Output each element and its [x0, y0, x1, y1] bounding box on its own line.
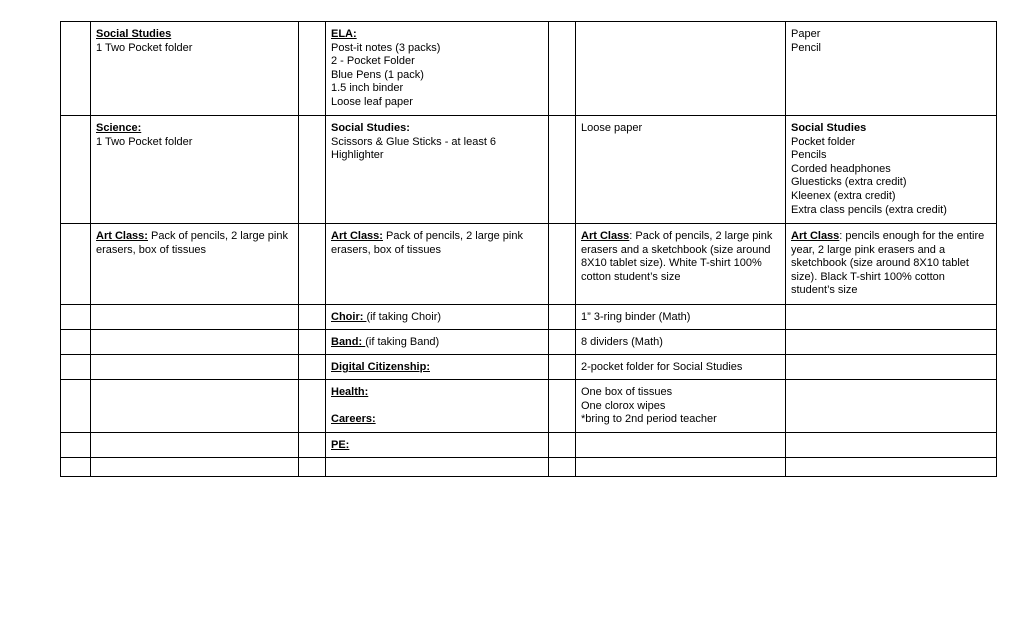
- table-row: [61, 458, 997, 477]
- supply-item: 1” 3-ring binder (Math): [581, 311, 691, 323]
- table-cell-empty: [786, 380, 997, 433]
- supply-item: Loose paper: [581, 122, 643, 134]
- table-cell-empty: [299, 305, 326, 330]
- table-cell-empty: [299, 458, 326, 477]
- table-cell-supplies: [326, 22, 549, 116]
- table-cell-empty: [576, 458, 786, 477]
- table-cell-supplies: [576, 355, 786, 380]
- table-cell-empty: [299, 433, 326, 458]
- table-cell-supplies: [576, 116, 786, 224]
- table-cell-empty: [91, 355, 299, 380]
- table-cell-empty: [549, 458, 576, 477]
- table-cell-empty: [549, 355, 576, 380]
- table-cell-empty: [786, 330, 997, 355]
- table-cell-empty: [786, 355, 997, 380]
- supply-item: 2 - Pocket Folder: [331, 55, 415, 68]
- subject-heading: Band:: [331, 336, 366, 348]
- table-cell-empty: [61, 22, 91, 116]
- table-cell-empty: [299, 380, 326, 433]
- subject-heading: Health:: [331, 386, 369, 398]
- table-row: [61, 330, 997, 355]
- table-cell-empty: [61, 305, 91, 330]
- supply-item: Post-it notes (3 packs): [331, 41, 441, 54]
- subject-heading: Social Studies: [791, 122, 867, 134]
- table-cell-empty: [549, 380, 576, 433]
- table-cell-supplies: [326, 380, 549, 433]
- subject-heading: Careers:: [331, 413, 376, 426]
- table-cell-supplies: [786, 22, 997, 116]
- table-cell-supplies: [786, 224, 997, 305]
- subject-heading: Social Studies:: [331, 122, 410, 134]
- table-cell-empty: [549, 116, 576, 224]
- supply-item: Loose leaf paper: [331, 95, 413, 108]
- school-supply-table: [60, 21, 997, 477]
- supply-text: : pencils enough for the entire year, 2 large pink erasers and a sketchbook (size around 8X10 tablet size). Black T-shirt 100% cotton student’s size: [791, 230, 985, 297]
- subject-heading: Art Class:: [96, 230, 148, 242]
- table-cell-empty: [91, 380, 299, 433]
- table-cell-supplies: [326, 305, 549, 330]
- table-cell-supplies: [91, 116, 299, 224]
- supply-item: Paper: [791, 28, 821, 40]
- table-cell-empty: [61, 433, 91, 458]
- table-cell-supplies: [576, 224, 786, 305]
- subject-heading: Art Class:: [331, 230, 383, 242]
- table-cell-empty: [576, 433, 786, 458]
- subject-heading: Art Class: [791, 230, 840, 242]
- supply-item: 1 Two Pocket folder: [96, 41, 193, 54]
- table-cell-empty: [61, 458, 91, 477]
- supply-item: Pocket folder: [791, 135, 856, 148]
- supply-item: Pencils: [791, 149, 827, 162]
- supply-text: : Pack of pencils, 2 large pink erasers and a sketchbook (size around 8X10 tablet size). White T-shirt 100% cotton student’s size: [581, 230, 773, 283]
- blank-line: [331, 400, 543, 414]
- subject-heading: ELA:: [331, 28, 357, 40]
- supply-item: 8 dividers (Math): [581, 336, 663, 348]
- table-cell-supplies: [91, 224, 299, 305]
- supply-item: Scissors & Glue Sticks - at least 6: [331, 135, 497, 148]
- table-cell-empty: [299, 355, 326, 380]
- table-cell-empty: [299, 116, 326, 224]
- supply-item: *bring to 2nd period teacher: [581, 413, 717, 426]
- supply-text: (if taking Choir): [366, 311, 442, 323]
- supply-item: 2-pocket folder for Social Studies: [581, 361, 743, 373]
- supply-item: Gluesticks (extra credit): [791, 176, 907, 189]
- table-cell-empty: [549, 330, 576, 355]
- table-row: [61, 22, 997, 116]
- table-row: [61, 305, 997, 330]
- supply-item: Kleenex (extra credit): [791, 189, 896, 202]
- table-row: [61, 433, 997, 458]
- table-cell-empty: [61, 380, 91, 433]
- table-cell-supplies: [91, 22, 299, 116]
- subject-heading: PE:: [331, 439, 350, 451]
- table-cell-supplies: [576, 330, 786, 355]
- supply-item: One box of tissues: [581, 386, 673, 398]
- table-cell-supplies: [326, 224, 549, 305]
- supply-item: Blue Pens (1 pack): [331, 68, 424, 81]
- table-row: [61, 355, 997, 380]
- table-cell-empty: [549, 305, 576, 330]
- table-cell-empty: [576, 22, 786, 116]
- table-cell-empty: [91, 305, 299, 330]
- table-cell-supplies: [786, 116, 997, 224]
- table-cell-supplies: [326, 330, 549, 355]
- table-cell-supplies: [326, 433, 549, 458]
- table-cell-empty: [91, 330, 299, 355]
- subject-heading: Social Studies: [96, 28, 172, 40]
- table-cell-empty: [299, 224, 326, 305]
- table-cell-empty: [61, 330, 91, 355]
- subject-heading: Choir:: [331, 311, 367, 323]
- table-row: [61, 380, 997, 433]
- table-row: [61, 224, 997, 305]
- table-cell-empty: [61, 224, 91, 305]
- table-cell-empty: [786, 458, 997, 477]
- supply-item: Pencil: [791, 41, 821, 54]
- table-cell-empty: [299, 330, 326, 355]
- table-cell-empty: [549, 433, 576, 458]
- supply-item: One clorox wipes: [581, 399, 666, 412]
- table-cell-empty: [786, 305, 997, 330]
- table-cell-empty: [91, 433, 299, 458]
- table-cell-empty: [299, 22, 326, 116]
- table-row: [61, 116, 997, 224]
- table-cell-empty: [549, 224, 576, 305]
- supply-text: (if taking Band): [365, 336, 440, 348]
- table-cell-supplies: [326, 116, 549, 224]
- table-cell-supplies: [576, 305, 786, 330]
- supply-item: 1 Two Pocket folder: [96, 135, 193, 148]
- table-cell-empty: [91, 458, 299, 477]
- supply-item: Highlighter: [331, 149, 384, 162]
- subject-heading: Science:: [96, 122, 142, 134]
- subject-heading: Digital Citizenship:: [331, 361, 430, 373]
- table-cell-empty: [786, 433, 997, 458]
- table-cell-empty: [61, 355, 91, 380]
- supply-item: 1.5 inch binder: [331, 82, 404, 95]
- supply-text: Pack of pencils, 2 large pink erasers, box of tissues: [331, 230, 523, 256]
- table-cell-empty: [549, 22, 576, 116]
- table-cell-supplies: [576, 380, 786, 433]
- supply-item: Extra class pencils (extra credit): [791, 203, 947, 216]
- table-cell-empty: [61, 116, 91, 224]
- supply-text: Pack of pencils, 2 large pink erasers, box of tissues: [96, 230, 288, 256]
- table-cell-supplies: [326, 355, 549, 380]
- table-cell-empty: [326, 458, 549, 477]
- subject-heading: Art Class: [581, 230, 630, 242]
- supply-item: Corded headphones: [791, 162, 891, 175]
